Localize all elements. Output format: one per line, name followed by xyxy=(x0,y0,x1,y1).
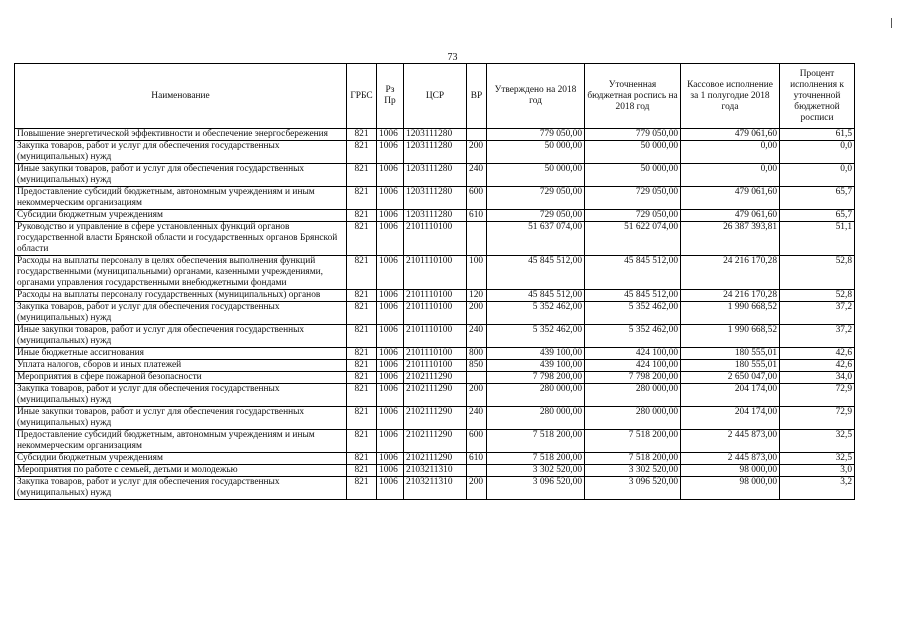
cell-csr: 2102111290 xyxy=(404,453,467,465)
cell-grbs: 821 xyxy=(347,407,377,430)
scan-edge-mark xyxy=(891,18,892,28)
cell-name: Расходы на выплаты персоналу государственных (муниципальных) органов xyxy=(15,290,347,302)
cell-approved: 51 637 074,00 xyxy=(487,222,585,256)
cell-refined: 3 302 520,00 xyxy=(585,465,681,477)
cell-vr: 240 xyxy=(467,407,487,430)
cell-rz-pr: 1006 xyxy=(377,164,404,187)
cell-csr: 2101110100 xyxy=(404,360,467,372)
cell-cash: 98 000,00 xyxy=(681,477,780,500)
cell-cash: 2 650 047,00 xyxy=(681,372,780,384)
header-name: Наименование xyxy=(15,64,347,129)
header-grbs: ГРБС xyxy=(347,64,377,129)
cell-csr: 2101110100 xyxy=(404,256,467,290)
cell-csr: 1203111280 xyxy=(404,141,467,164)
cell-refined: 7 518 200,00 xyxy=(585,430,681,453)
header-percent: Процент исполнения к уточненной бюджетной росписи xyxy=(780,64,855,129)
cell-percent: 52,8 xyxy=(780,290,855,302)
cell-approved: 3 302 520,00 xyxy=(487,465,585,477)
header-rz-pr: Рз Пр xyxy=(377,64,404,129)
cell-rz-pr: 1006 xyxy=(377,187,404,210)
table-row xyxy=(15,453,855,465)
cell-approved: 439 100,00 xyxy=(487,348,585,360)
cell-csr: 1203111280 xyxy=(404,164,467,187)
cell-refined: 729 050,00 xyxy=(585,210,681,222)
cell-rz-pr: 1006 xyxy=(377,407,404,430)
cell-refined: 45 845 512,00 xyxy=(585,256,681,290)
budget-execution-table xyxy=(14,63,855,500)
cell-grbs: 821 xyxy=(347,348,377,360)
cell-refined: 50 000,00 xyxy=(585,141,681,164)
cell-vr xyxy=(467,222,487,256)
table-row xyxy=(15,256,855,290)
cell-approved: 45 845 512,00 xyxy=(487,256,585,290)
cell-vr: 850 xyxy=(467,360,487,372)
cell-refined: 7 518 200,00 xyxy=(585,453,681,465)
cell-name: Мероприятия в сфере пожарной безопасности xyxy=(15,372,347,384)
cell-cash: 26 387 393,81 xyxy=(681,222,780,256)
cell-cash: 0,00 xyxy=(681,141,780,164)
cell-csr: 2102111290 xyxy=(404,384,467,407)
cell-vr: 610 xyxy=(467,210,487,222)
cell-approved: 729 050,00 xyxy=(487,187,585,210)
table-row xyxy=(15,187,855,210)
cell-rz-pr: 1006 xyxy=(377,210,404,222)
cell-name: Предоставление субсидий бюджетным, автономным учреждениям и иным некоммерческим организациям xyxy=(15,187,347,210)
cell-rz-pr: 1006 xyxy=(377,430,404,453)
cell-name: Уплата налогов, сборов и иных платежей xyxy=(15,360,347,372)
cell-grbs: 821 xyxy=(347,302,377,325)
cell-csr: 1203111280 xyxy=(404,210,467,222)
cell-name: Закупка товаров, работ и услуг для обеспечения государственных (муниципальных) нужд xyxy=(15,384,347,407)
cell-percent: 51,1 xyxy=(780,222,855,256)
cell-cash: 204 174,00 xyxy=(681,407,780,430)
cell-grbs: 821 xyxy=(347,141,377,164)
table-row xyxy=(15,302,855,325)
cell-refined: 424 100,00 xyxy=(585,360,681,372)
cell-approved: 7 518 200,00 xyxy=(487,430,585,453)
cell-percent: 3,2 xyxy=(780,477,855,500)
table-row xyxy=(15,325,855,348)
cell-percent: 32,5 xyxy=(780,453,855,465)
table-body xyxy=(15,129,855,500)
cell-percent: 34,0 xyxy=(780,372,855,384)
cell-refined: 280 000,00 xyxy=(585,407,681,430)
cell-grbs: 821 xyxy=(347,187,377,210)
cell-cash: 204 174,00 xyxy=(681,384,780,407)
cell-approved: 5 352 462,00 xyxy=(487,325,585,348)
cell-cash: 479 061,60 xyxy=(681,210,780,222)
cell-rz-pr: 1006 xyxy=(377,302,404,325)
table-row xyxy=(15,129,855,141)
cell-csr: 2102111290 xyxy=(404,372,467,384)
cell-percent: 0,0 xyxy=(780,164,855,187)
cell-vr: 600 xyxy=(467,430,487,453)
cell-rz-pr: 1006 xyxy=(377,222,404,256)
cell-approved: 45 845 512,00 xyxy=(487,290,585,302)
cell-grbs: 821 xyxy=(347,210,377,222)
cell-name: Иные закупки товаров, работ и услуг для обеспечения государственных (муниципальных) нужд xyxy=(15,407,347,430)
table-row xyxy=(15,372,855,384)
cell-name: Предоставление субсидий бюджетным, автономным учреждениям и иным некоммерческим организациям xyxy=(15,430,347,453)
cell-cash: 98 000,00 xyxy=(681,465,780,477)
cell-csr: 2101110100 xyxy=(404,348,467,360)
cell-vr: 200 xyxy=(467,384,487,407)
table-row xyxy=(15,407,855,430)
table-row xyxy=(15,290,855,302)
cell-cash: 1 990 668,52 xyxy=(681,325,780,348)
cell-percent: 37,2 xyxy=(780,302,855,325)
cell-rz-pr: 1006 xyxy=(377,384,404,407)
header-csr: ЦСР xyxy=(404,64,467,129)
cell-grbs: 821 xyxy=(347,129,377,141)
cell-approved: 3 096 520,00 xyxy=(487,477,585,500)
cell-vr xyxy=(467,129,487,141)
cell-vr: 240 xyxy=(467,164,487,187)
cell-refined: 50 000,00 xyxy=(585,164,681,187)
header-cash: Кассовое исполнение за 1 полугодие 2018 года xyxy=(681,64,780,129)
cell-vr: 120 xyxy=(467,290,487,302)
cell-grbs: 821 xyxy=(347,164,377,187)
cell-cash: 0,00 xyxy=(681,164,780,187)
table-row xyxy=(15,430,855,453)
table-row xyxy=(15,141,855,164)
cell-name: Мероприятия по работе с семьей, детьми и молодежью xyxy=(15,465,347,477)
cell-refined: 45 845 512,00 xyxy=(585,290,681,302)
table-row xyxy=(15,222,855,256)
cell-percent: 42,6 xyxy=(780,348,855,360)
table-row xyxy=(15,348,855,360)
cell-csr: 1203111280 xyxy=(404,129,467,141)
table-row xyxy=(15,164,855,187)
cell-refined: 7 798 200,00 xyxy=(585,372,681,384)
cell-refined: 779 050,00 xyxy=(585,129,681,141)
cell-approved: 280 000,00 xyxy=(487,384,585,407)
cell-vr xyxy=(467,465,487,477)
header-vr: ВР xyxy=(467,64,487,129)
cell-percent: 65,7 xyxy=(780,210,855,222)
cell-cash: 24 216 170,28 xyxy=(681,256,780,290)
cell-cash: 1 990 668,52 xyxy=(681,302,780,325)
cell-percent: 32,5 xyxy=(780,430,855,453)
cell-grbs: 821 xyxy=(347,222,377,256)
cell-refined: 5 352 462,00 xyxy=(585,325,681,348)
cell-rz-pr: 1006 xyxy=(377,129,404,141)
cell-percent: 0,0 xyxy=(780,141,855,164)
cell-csr: 2103211310 xyxy=(404,465,467,477)
cell-refined: 5 352 462,00 xyxy=(585,302,681,325)
cell-grbs: 821 xyxy=(347,256,377,290)
cell-rz-pr: 1006 xyxy=(377,360,404,372)
cell-approved: 50 000,00 xyxy=(487,141,585,164)
cell-name: Иные закупки товаров, работ и услуг для обеспечения государственных (муниципальных) нужд xyxy=(15,164,347,187)
cell-percent: 72,9 xyxy=(780,384,855,407)
cell-percent: 37,2 xyxy=(780,325,855,348)
cell-name: Повышение энергетической эффективности и обеспечение энергосбережения xyxy=(15,129,347,141)
cell-grbs: 821 xyxy=(347,465,377,477)
cell-cash: 2 445 873,00 xyxy=(681,453,780,465)
cell-cash: 180 555,01 xyxy=(681,360,780,372)
cell-rz-pr: 1006 xyxy=(377,453,404,465)
cell-name: Руководство и управление в сфере установленных функций органов государственной власти Брянской области и государственных органов Брянской области xyxy=(15,222,347,256)
cell-name: Закупка товаров, работ и услуг для обеспечения государственных (муниципальных) нужд xyxy=(15,302,347,325)
cell-rz-pr: 1006 xyxy=(377,325,404,348)
header-approved: Утверждено на 2018 год xyxy=(487,64,585,129)
cell-name: Закупка товаров, работ и услуг для обеспечения государственных (муниципальных) нужд xyxy=(15,477,347,500)
cell-csr: 2101110100 xyxy=(404,290,467,302)
cell-approved: 7 798 200,00 xyxy=(487,372,585,384)
page-number: 73 xyxy=(447,52,458,63)
cell-percent: 3,0 xyxy=(780,465,855,477)
cell-csr: 2102111290 xyxy=(404,407,467,430)
cell-name: Субсидии бюджетным учреждениям xyxy=(15,453,347,465)
cell-cash: 24 216 170,28 xyxy=(681,290,780,302)
cell-rz-pr: 1006 xyxy=(377,465,404,477)
cell-grbs: 821 xyxy=(347,360,377,372)
cell-vr: 200 xyxy=(467,141,487,164)
cell-approved: 439 100,00 xyxy=(487,360,585,372)
cell-name: Иные закупки товаров, работ и услуг для обеспечения государственных (муниципальных) нужд xyxy=(15,325,347,348)
cell-name: Закупка товаров, работ и услуг для обеспечения государственных (муниципальных) нужд xyxy=(15,141,347,164)
cell-cash: 479 061,60 xyxy=(681,187,780,210)
cell-approved: 729 050,00 xyxy=(487,210,585,222)
cell-vr xyxy=(467,372,487,384)
cell-grbs: 821 xyxy=(347,290,377,302)
cell-name: Расходы на выплаты персоналу в целях обеспечения выполнения функций государственными (муниципальными) органами, казенными учреждениями, органами управления государственными внебюджетными фондами xyxy=(15,256,347,290)
cell-vr: 240 xyxy=(467,325,487,348)
table-row xyxy=(15,360,855,372)
table-header-row xyxy=(15,64,855,129)
cell-rz-pr: 1006 xyxy=(377,141,404,164)
header-refined: Уточненная бюджетная роспись на 2018 год xyxy=(585,64,681,129)
cell-rz-pr: 1006 xyxy=(377,256,404,290)
cell-rz-pr: 1006 xyxy=(377,372,404,384)
cell-vr: 200 xyxy=(467,477,487,500)
cell-rz-pr: 1006 xyxy=(377,290,404,302)
cell-name: Субсидии бюджетным учреждениям xyxy=(15,210,347,222)
cell-csr: 2103211310 xyxy=(404,477,467,500)
table-row xyxy=(15,465,855,477)
table-row xyxy=(15,210,855,222)
cell-refined: 729 050,00 xyxy=(585,187,681,210)
cell-csr: 2101110100 xyxy=(404,302,467,325)
cell-grbs: 821 xyxy=(347,384,377,407)
cell-grbs: 821 xyxy=(347,325,377,348)
cell-vr: 200 xyxy=(467,302,487,325)
table-row xyxy=(15,384,855,407)
cell-percent: 52,8 xyxy=(780,256,855,290)
cell-csr: 2101110100 xyxy=(404,325,467,348)
cell-vr: 610 xyxy=(467,453,487,465)
cell-cash: 479 061,60 xyxy=(681,129,780,141)
cell-refined: 3 096 520,00 xyxy=(585,477,681,500)
cell-csr: 1203111280 xyxy=(404,187,467,210)
cell-approved: 50 000,00 xyxy=(487,164,585,187)
cell-rz-pr: 1006 xyxy=(377,477,404,500)
cell-csr: 2101110100 xyxy=(404,222,467,256)
cell-name: Иные бюджетные ассигнования xyxy=(15,348,347,360)
cell-vr: 800 xyxy=(467,348,487,360)
cell-percent: 72,9 xyxy=(780,407,855,430)
cell-approved: 280 000,00 xyxy=(487,407,585,430)
cell-percent: 61,5 xyxy=(780,129,855,141)
cell-cash: 180 555,01 xyxy=(681,348,780,360)
cell-grbs: 821 xyxy=(347,477,377,500)
cell-approved: 5 352 462,00 xyxy=(487,302,585,325)
cell-refined: 51 622 074,00 xyxy=(585,222,681,256)
cell-refined: 424 100,00 xyxy=(585,348,681,360)
cell-approved: 779 050,00 xyxy=(487,129,585,141)
cell-percent: 65,7 xyxy=(780,187,855,210)
cell-vr: 600 xyxy=(467,187,487,210)
cell-refined: 280 000,00 xyxy=(585,384,681,407)
cell-rz-pr: 1006 xyxy=(377,348,404,360)
cell-grbs: 821 xyxy=(347,430,377,453)
table-row xyxy=(15,477,855,500)
cell-cash: 2 445 873,00 xyxy=(681,430,780,453)
cell-grbs: 821 xyxy=(347,372,377,384)
cell-percent: 42,6 xyxy=(780,360,855,372)
cell-grbs: 821 xyxy=(347,453,377,465)
cell-approved: 7 518 200,00 xyxy=(487,453,585,465)
cell-vr: 100 xyxy=(467,256,487,290)
cell-csr: 2102111290 xyxy=(404,430,467,453)
